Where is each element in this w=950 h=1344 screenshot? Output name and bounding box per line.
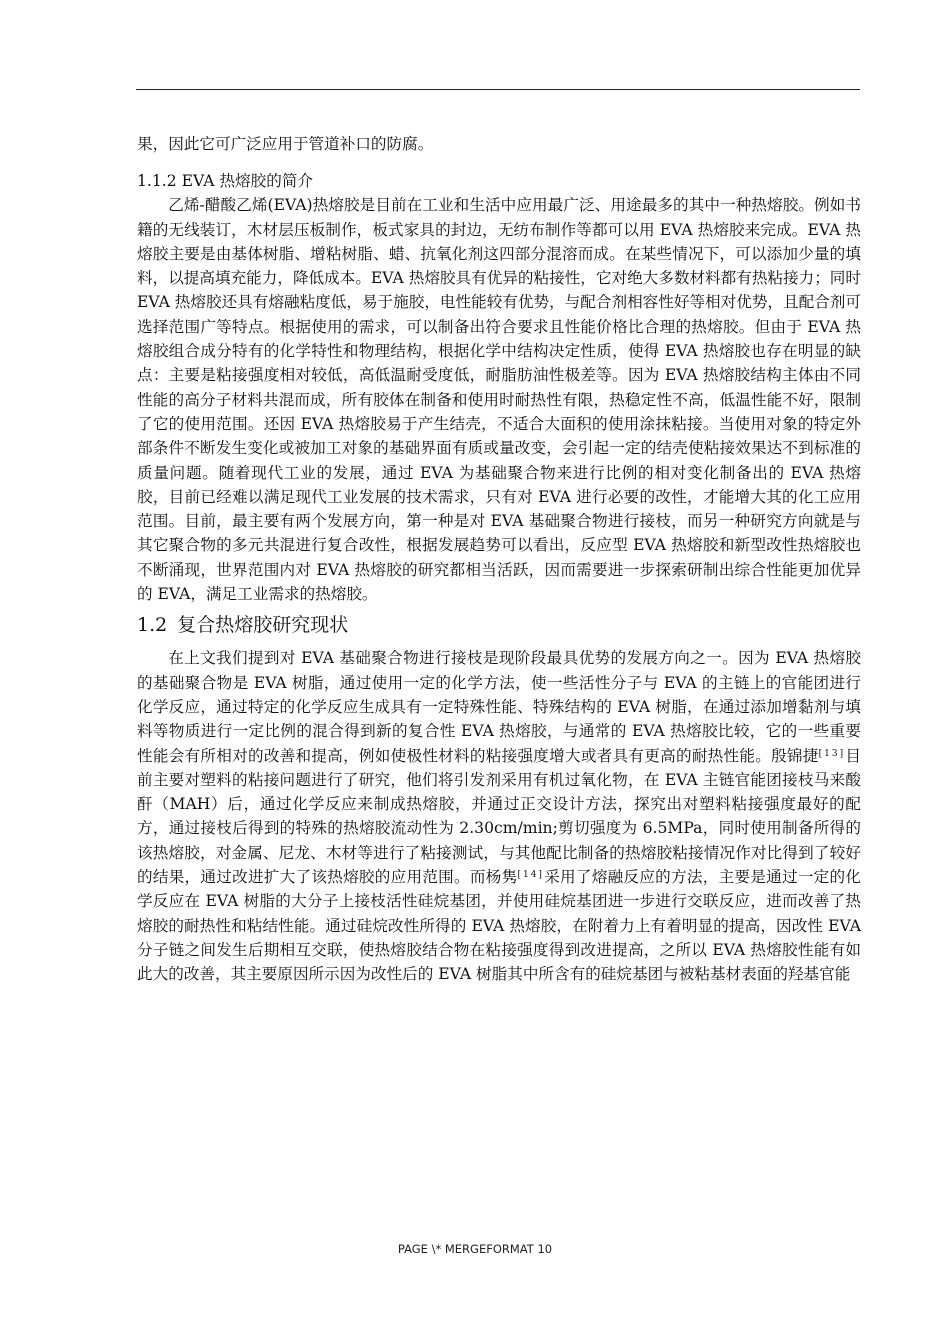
citation-13: [13] xyxy=(818,748,846,759)
section-heading-1-1-2: 1.1.2 EVA 热熔胶的简介 xyxy=(137,172,314,191)
header-rule xyxy=(136,89,860,90)
section-title: 复合热熔胶研究现状 xyxy=(177,614,349,637)
paragraph-part-2: 目前主要对塑料的粘接问题进行了研究，他们将引发剂采用有机过氧化物，在 EVA 主链官能团接枝马来酸酐（MAH）后，通过化学反应来制成热熔胶，并通过正交设计方法，探究出对塑料粘接强度最好的配方，通过接枝后得到的特殊的热熔胶流动性为 2.30cm/min;剪切强度为 6.5MPa，同时使用制备所得的该热熔胶，对金属、尼龙、木材等进行了粘接测试，与其他配比制备的热熔胶粘接情况作对比得到了较好的结果，通过改进扩大了该热熔胶的应用范围。而杨隽 xyxy=(137,746,861,887)
citation-14: [14] xyxy=(517,870,544,881)
page-footer: PAGE \* MERGEFORMAT 10 xyxy=(397,1242,553,1256)
paragraph-part-1: 在上文我们提到对 EVA 基础聚合物进行接枝是现阶段最具优势的发展方向之一。因为 EVA 热熔胶的基础聚合物是 EVA 树脂，通过使用一定的化学方法，使一些活性分子与 EVA 的主链上的官能团进行化学反应，通过特定的化学反应生成具有一定特殊性能、特殊结构的 EVA 树脂，在通过添加增黏剂与填料等物质进行一定比例的混合得到新的复合性 EVA 热熔胶，与通常的 EVA 热熔胶比较，它的一些重要性能会有所相对的改善和提高，例如使极性材料的粘接强度增大或者具有更高的耐热性能。殷锦捷 xyxy=(137,649,861,765)
paragraph-part-3: 采用了熔融反应的方法，主要是通过一定的化学反应在 EVA 树脂的大分子上接枝活性硅烷基团，并使用硅烷基团进一步进行交联反应，进而改善了热熔胶的耐热性和粘结性能。通过硅烷改性所得的 EVA 热熔胶，在附着力上有着明显的提高，因改性 EVA 分子链之间发生后期相互交联，使热熔胶结合物在粘接强度得到改进提高，之所以 EVA 热熔胶性能有如此大的改善，其主要原因所示因为改性后的 EVA 树脂其中所含有的硅烷基团与被粘基材表面的羟基官能 xyxy=(137,868,861,984)
section-heading-1-2 xyxy=(137,610,861,640)
eva-intro-paragraph: 乙烯-醋酸乙烯(EVA)热熔胶是目前在工业和生活中应用最广泛、用途最多的其中一种热熔胶。例如书籍的无线装订，木材层压板制作，板式家具的封边，无纺布制作等都可以用 EVA 热熔胶来完成。EVA 热熔胶主要是由基体树脂、增粘树脂、蜡、抗氧化剂这四部分混溶而成。在某些情况下，可以添加少量的填料，以提高填充能力，降低成本。EVA 热熔胶具有优异的粘接性，它对绝大多数材料都有热粘接力；同时 EVA 热熔胶还具有熔融粘度低，易于施胶，电性能较有优势，与配合剂相容性好等相对优势，且配合剂可选择范围广等特点。根据使用的需求，可以制备出符合要求且性能价格比合理的热熔胶。但由于 EVA 热熔胶组合成分特有的化学特性和物理结构，根据化学中结构决定性质，使得 EVA 热熔胶也存在明显的缺点：主要是粘接强度相对较低，高低温耐受度低，耐脂肪油性极差等。因为 EVA 热熔胶结构主体由不同性能的高分子材料共混而成，所有胶体在制备和使用时耐热性有限，热稳定性不高，低温性能不好，限制了它的使用范围。还因 EVA 热熔胶易于产生结壳，不适合大面积的使用涂抹粘接。当使用对象的特定外部条件不断发生变化或被加工对象的基础界面有质或量改变，会引起一定的结壳使粘接效果达不到标准的质量问题。随着现代工业的发展，通过 EVA 为基础聚合物来进行比例的相对变化制备出的 EVA 热熔胶，目前已经难以满足现代工业发展的技术需求，只有对 EVA 进行必要的改性，才能增大其的化工应用范围。目前，最主要有两个发展方向，第一种是对 EVA 基础聚合物进行接枝，而另一种研究方向就是与其它聚合物的多元共混进行复合改性，根据发展趋势可以看出，反应型 EVA 热熔胶和新型改性热熔胶也不断涌现，世界范围内对 EVA 热熔胶的研究都相当活跃，因而需要进一步探索研制出综合性能更加优异的 EVA，满足工业需求的热熔胶。 xyxy=(137,196,861,604)
section-number: 1.2 xyxy=(137,614,168,637)
document-page xyxy=(137,132,861,987)
continued-paragraph: 果，因此它可广泛应用于管道补口的防腐。 xyxy=(137,135,434,153)
composite-research-paragraph xyxy=(137,646,861,986)
